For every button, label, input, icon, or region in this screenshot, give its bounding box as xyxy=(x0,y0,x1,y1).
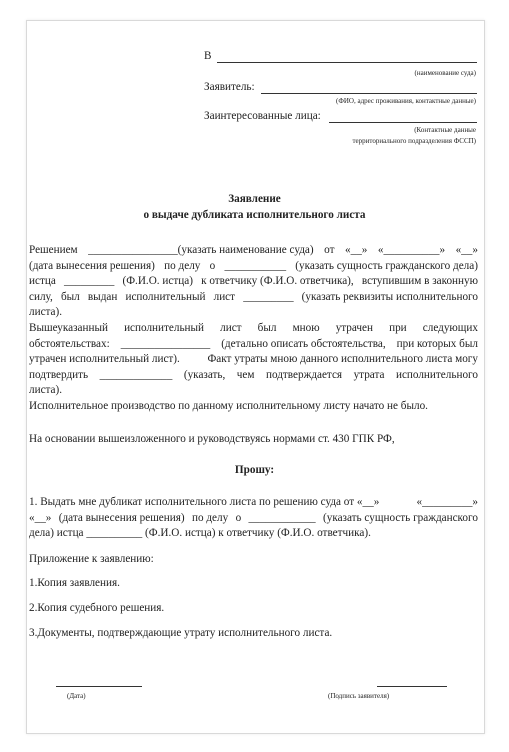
interested-caption-2: территориального подразделения ФССП) xyxy=(352,137,476,145)
court-prefix: В xyxy=(204,50,212,62)
text-line: истца _________ (Ф.И.О. истца) к ответчику (Ф.И.О. ответчика), вступившим в законную xyxy=(29,275,478,288)
text-line: дела) истца __________ (Ф.И.О. истца) к ответчику (Ф.И.О. ответчика). xyxy=(29,527,371,540)
text-line: листа). xyxy=(29,384,63,397)
text-line: Вышеуказанный исполнительный лист был мною утрачен при следующих xyxy=(29,322,478,334)
signature-caption: (Подпись заявителя) xyxy=(328,692,390,700)
text-line: листа). xyxy=(29,306,63,319)
request-paragraph xyxy=(29,495,478,542)
paragraph-decision xyxy=(29,243,478,321)
paragraph-enforcement: Исполнительное производство по данному исполнительному листу начато не было. xyxy=(29,400,428,412)
applicant-label: Заявитель: xyxy=(204,81,255,93)
date-line xyxy=(56,686,142,687)
date-caption: (Дата) xyxy=(67,692,86,700)
court-caption: (наименование суда) xyxy=(414,69,476,77)
court-line xyxy=(217,62,477,63)
attachments-heading: Приложение к заявлению: xyxy=(29,553,154,565)
request-heading: Прошу: xyxy=(234,464,275,476)
attachment-item: 2.Копия судебного решения. xyxy=(29,602,165,614)
text-line: «__» (дата вынесения решения) по делу о ____________ (указать сущность гражданского xyxy=(29,511,478,524)
interested-caption-1: (Контактные данные xyxy=(414,126,476,134)
text-line: 1. Выдать мне дубликат исполнительного листа по решению суда от «__» «_________» xyxy=(29,496,478,508)
document-subtitle: о выдаче дубликата исполнительного листа xyxy=(143,209,366,221)
text-line: обстоятельствах: ________________ (детально описать обстоятельства, при которых был xyxy=(29,337,478,350)
paragraph-basis: На основании вышеизложенного и руководствуясь нормами ст. 430 ГПК РФ, xyxy=(29,433,395,445)
paragraph-loss xyxy=(29,321,478,399)
text-line: утрачен исполнительный лист). Факт утраты мною данного исполнительного листа могу xyxy=(29,353,478,366)
interested-label: Заинтересованные лица: xyxy=(204,110,321,122)
text-line: Решением ________________(указать наименование суда) от «__» «__________» «__» xyxy=(29,244,478,256)
attachment-item: 3.Документы, подтверждающие утрату исполнительного листа. xyxy=(29,627,333,639)
document-title: Заявление xyxy=(228,193,281,205)
attachment-item: 1.Копия заявления. xyxy=(29,577,120,589)
signature-line xyxy=(377,686,447,687)
document-page xyxy=(26,20,485,734)
interested-line xyxy=(329,122,477,123)
text-line: (дата вынесения решения) по делу о ___________ (указать сущность гражданского дела) xyxy=(29,259,478,272)
text-line: силу, был выдан исполнительный лист _________ (указать реквизиты исполнительного xyxy=(29,290,478,303)
text-line: подтвердить _____________ (указать, чем подтверждается утрата исполнительного xyxy=(29,368,478,381)
applicant-line xyxy=(261,93,477,94)
applicant-caption: (ФИО, адрес проживания, контактные данные) xyxy=(336,97,476,105)
